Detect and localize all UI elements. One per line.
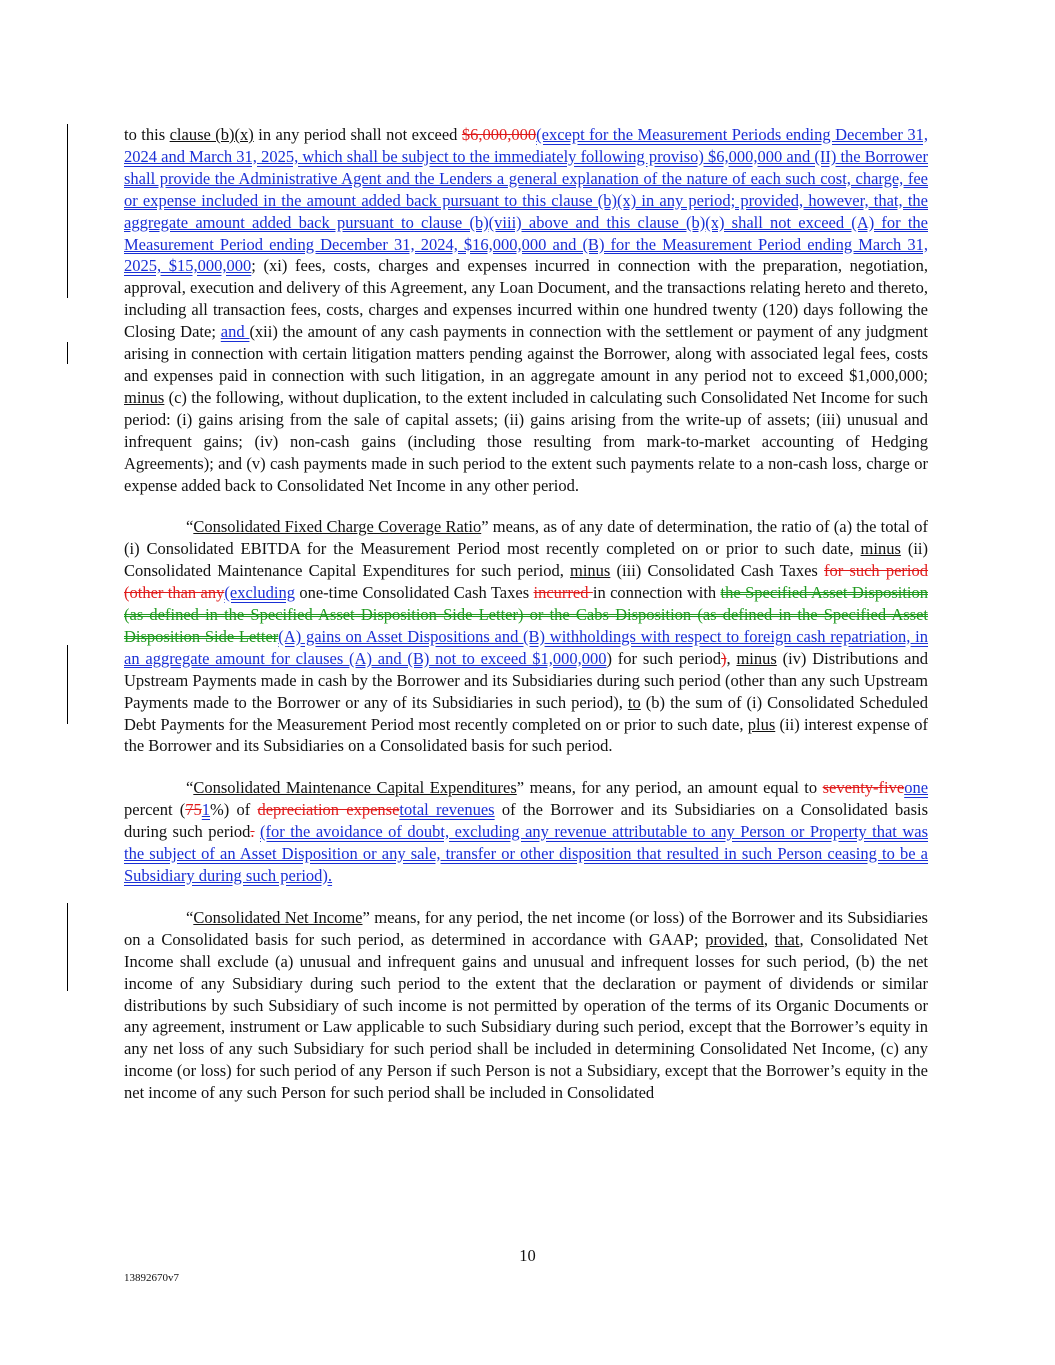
definition-maintenance-capital-expenditures: “Consolidated Maintenance Capital Expenditures” means, for any period, an amount equal to seventy-fiveone percent (751%) of depreciation expensetotal revenues of the Borrower and its Subsidiaries on a Consolidated basis during such period. (for the avoidance of doubt, excluding any revenue attributable to any Person or Property that was the subject of an Asset Disposition or any sale, transfer or other disposition that resulted in such Person ceasing to be a Subsidiary during such period). — [124, 778, 929, 885]
insertion: total revenues — [399, 800, 495, 820]
defined-term: Consolidated Maintenance Capital Expenditures — [193, 778, 517, 798]
insertion: (except for the Measurement Periods ending December 31, 2024 and March 31, 2025, which shall be subject to the immediately following proviso) $6,000,000 and (II) the Borrower shall provide the Administrative Agent and the Lenders a general explanation of the nature of each such cost, charge, fee or expense included in the amount added back pursuant to this clause (b)(x) in any period; provided, however, that, the aggregate amount added back pursuant to clause (b)(viii) above and this clause (b)(x) shall not exceed (A) for the Measurement Period ending December 31, 2024, $16,000,000 and (B) for the Measurement Period ending March 31, 2025, $15,000,000 — [124, 125, 928, 276]
change-bar — [67, 342, 68, 364]
deletion: for such period (other than any — [124, 561, 929, 603]
page-number: 10 — [519, 1246, 536, 1265]
insertion: and — [220, 322, 250, 342]
paragraph-ebitda-continuation: to this clause (b)(x) in any period shall not exceed $6,000,000(except for the Measurement Periods ending December 31, 2024 and March 31, 2025, which shall be subject to the immediately following proviso) $6,000,000 and (II) the Borrower shall provide the Administrative Agent and the Lenders a general explanation of the nature of each such cost, charge, fee or expense included in the amount added back pursuant to this clause (b)(x) in any period; provided, however, that, the aggregate amount added back pursuant to clause (b)(viii) above and this clause (b)(x) shall not exceed (A) for the Measurement Period ending December 31, 2024, $16,000,000 and (B) for the Measurement Period ending March 31, 2025, $15,000,000; (xi) fees, costs, charges and expenses incurred in connection with the preparation, negotiation, approval, execution and delivery of this Agreement, any Loan Document, and the transactions relating hereto and thereto, including all transaction fees, costs, charges and expenses incurred within one hundred twenty (120) days following the Closing Date; and (xii) the amount of any cash payments in connection with the settlement or payment of any judgment arising in connection with certain litigation matters pending against the Borrower, along with associated legal fees, costs and expenses paid in connection with such litigation, in an aggregate amount in any period not to exceed $1,000,000; minus (c) the following, without duplication, to the extent included in calculating such Consolidated Net Income for such period: (i) gains arising from the sale of capital assets; (ii) gains arising from the write-up of assets; (iii) unusual and infrequent gains; (iv) non-cash gains (including those resulting from mark-to-market accounting of Hedging Agreements); and (v) cash payments made in such period to the extent such payments relate to a non-cash loss, charge or expense added back to Consolidated Net Income in any other period. — [124, 125, 929, 495]
deletion: ) — [721, 648, 727, 668]
insertion: 1 — [201, 800, 211, 820]
deletion: 75 — [185, 800, 202, 820]
definition-consolidated-net-income: “Consolidated Net Income” means, for any period, the net income (or loss) of the Borrower and its Subsidiaries on a Consolidated basis for such period, as determined in accordance with GAAP; provided, that, Consolidated Net Income shall exclude (a) unusual and infrequent gains and unusual and infrequent losses for such period, (b) the net income of any Subsidiary during such period to the extent that the declaration or payment of dividends or similar distributions by such Subsidiary of such income is not permitted by operation of the terms of its Organic Documents or any agreement, instrument or Law applicable to such Subsidiary during such period, except that the Borrower’s equity in any net loss of any such Subsidiary for such period shall be included in determining Consolidated Net Income, (c) any income (or loss) for such period of any Person if such Person is not a Subsidiary, except that the Borrower’s equity in the net income of any such Person for such period shall be included in Consolidated — [124, 907, 928, 1103]
insertion: one — [904, 778, 929, 798]
insertion: (A) gains on Asset Dispositions and (B) withholdings with respect to foreign cash repatriation, in an aggregate amount for clauses (A) and (B) not to exceed $1,000,000 — [124, 626, 928, 668]
deletion: depreciation expense — [257, 800, 400, 820]
insertion: (for the avoidance of doubt, excluding any revenue attributable to any Person or Property that was the subject of an Asset Disposition or any sale, transfer or other disposition that resulted in such Person ceasing to be a Subsidiary during such period). — [124, 822, 929, 885]
document-id: 13892670v7 — [124, 1272, 179, 1284]
insertion: (excluding — [224, 583, 295, 603]
change-bar — [67, 645, 68, 724]
defined-term: Consolidated Fixed Charge Coverage Ratio — [193, 517, 482, 537]
change-bar — [67, 124, 68, 298]
deletion: seventy-five — [822, 778, 905, 798]
change-bar — [67, 903, 68, 991]
deletion: incurred — [533, 583, 593, 603]
defined-term: Consolidated Net Income — [193, 907, 363, 927]
definition-fixed-charge-coverage-ratio: “Consolidated Fixed Charge Coverage Ratio” means, as of any date of determination, the ratio of (a) the total of (i) Consolidated EBITDA for the Measurement Period most recently completed on or prior to such date, minus (ii) Consolidated Maintenance Capital Expenditures for such period, minus (iii) Consolidated Cash Taxes for such period (other than any(excluding one-time Consolidated Cash Taxes incurred in connection with the Specified Asset Disposition (as defined in the Specified Asset Disposition Side Letter) or the Cabs Disposition (as defined in the Specified Asset Disposition Side Letter(A) gains on Asset Dispositions and (B) withholdings with respect to foreign cash repatriation, in an aggregate amount for clauses (A) and (B) not to exceed $1,000,000) for such period), minus (iv) Distributions and Upstream Payments made in cash by the Borrower and its Subsidiaries during such period (other than any such Upstream Payments made to the Borrower or any of its Subsidiaries in such period), to (b) the sum of (i) Consolidated Scheduled Debt Payments for the Measurement Period most recently completed on or prior to such date, plus (ii) interest expense of the Borrower and its Subsidiaries on a Consolidated basis for such period. — [124, 517, 929, 756]
document-page — [124, 124, 928, 1104]
moved-deletion: the Specified Asset Disposition (as defined in the Specified Asset Disposition Side Letter) or the Cabs Disposition (as defined in the Specified Asset Disposition Side Letter — [124, 583, 928, 646]
deletion: . — [250, 822, 255, 842]
deletion: $6,000,000 — [461, 125, 537, 144]
